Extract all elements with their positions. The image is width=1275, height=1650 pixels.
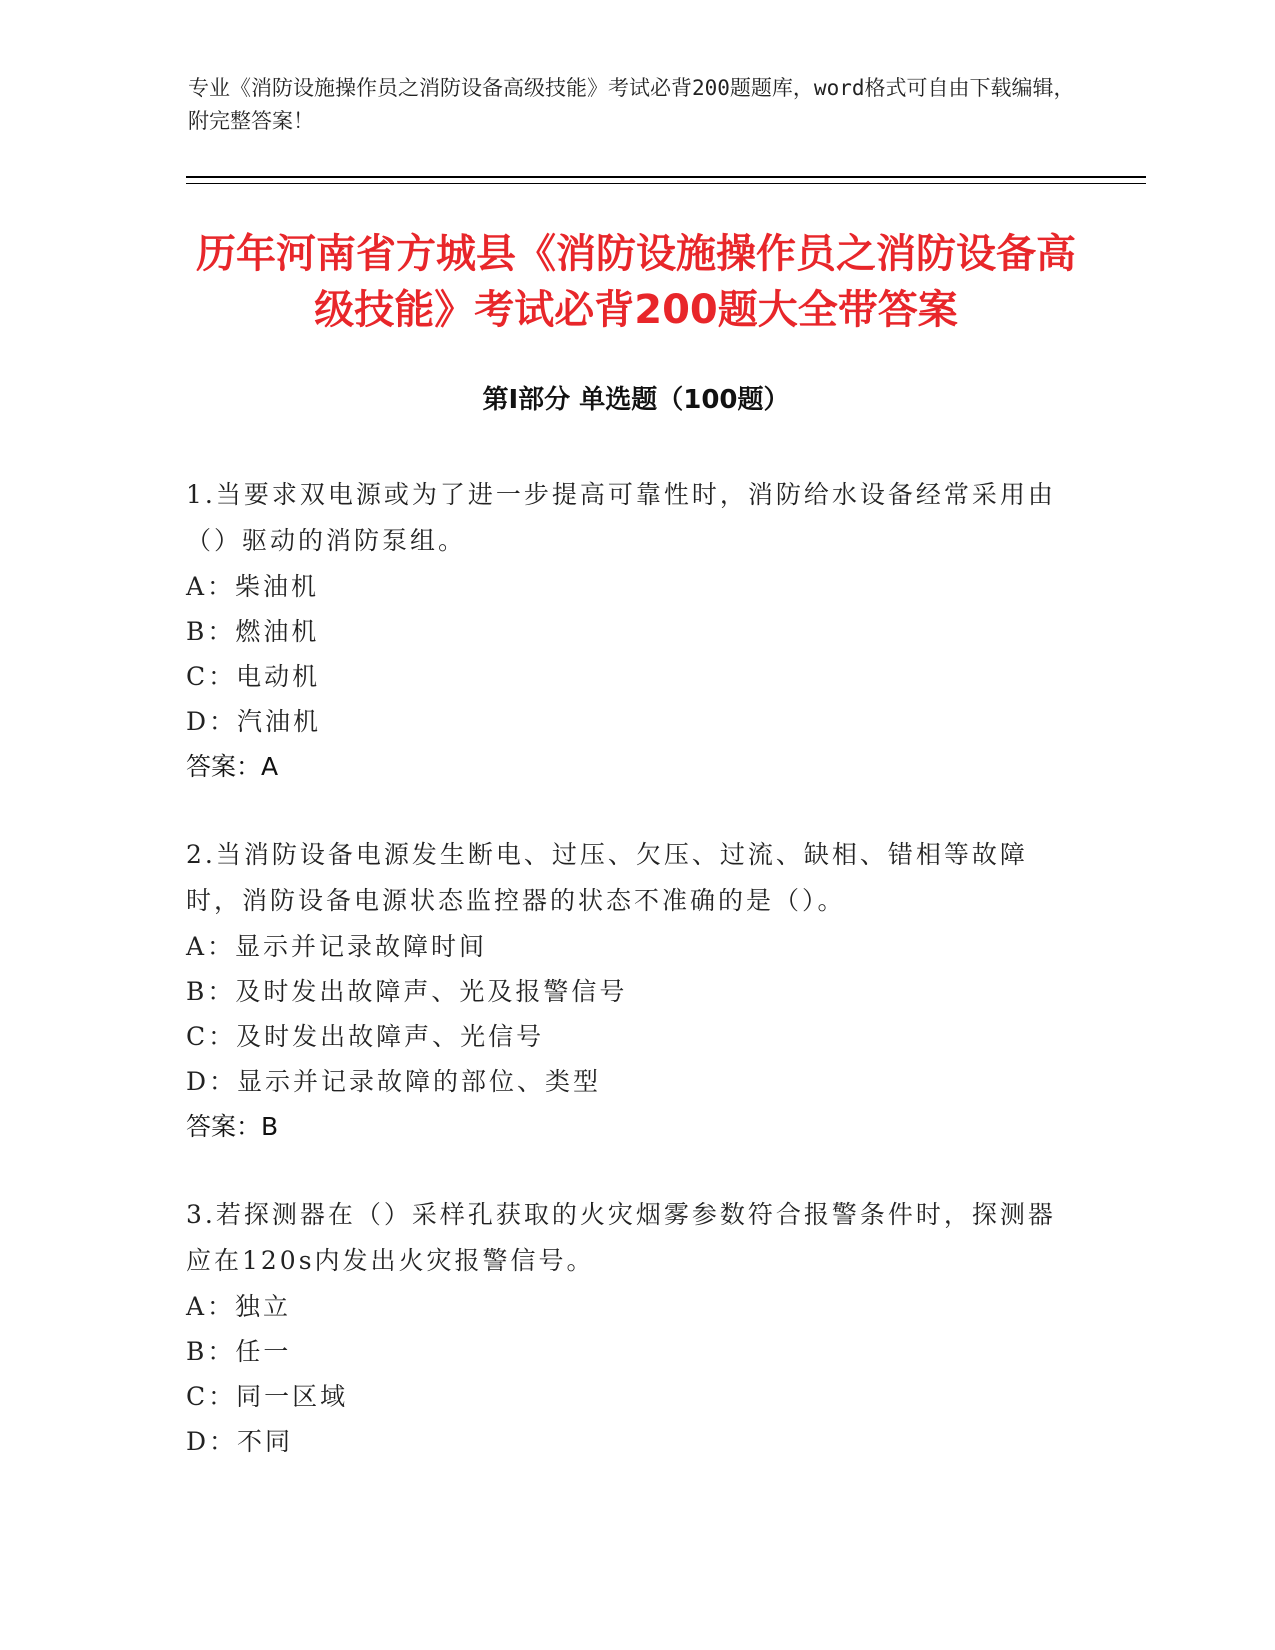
question-1 [186,472,1066,789]
question-2 [186,832,1066,1149]
document-title: 历年河南省方城县《消防设施操作员之消防设备高级技能》考试必背200题大全带答案 [196,231,1076,333]
question-stem: 2.当消防设备电源发生断电、过压、欠压、过流、缺相、错相等故障时，消防设备电源状态监控器的状态不准确的是（）。 [186,840,1028,915]
option-d: D：不同 [186,1427,294,1456]
option-a: A：柴油机 [186,572,320,601]
answer: 答案：A [186,752,279,781]
header-note: 专业《消防设施操作员之消防设备高级技能》考试必背200题题库，word格式可自由下载编辑，附完整答案！ [188,76,1075,133]
option-d: D：显示并记录故障的部位、类型 [186,1067,602,1096]
option-b: B：及时发出故障声、光及报警信号 [186,977,628,1006]
section-heading: 第Ⅰ部分 单选题（100题） [482,385,790,415]
question-stem: 3.若探测器在（）采样孔获取的火灾烟雾参数符合报警条件时，探测器应在120s内发出火灾报警信号。 [186,1200,1056,1275]
question-stem: 1.当要求双电源或为了进一步提高可靠性时，消防给水设备经常采用由（）驱动的消防泵组。 [186,480,1056,555]
option-a: A：显示并记录故障时间 [186,932,488,961]
option-d: D：汽油机 [186,707,322,736]
header-divider-thin [186,183,1146,184]
header-divider-thick [186,176,1146,178]
option-c: C：及时发出故障声、光信号 [186,1022,545,1051]
answer: 答案：B [186,1112,279,1141]
option-b: B：燃油机 [186,617,320,646]
option-c: C：同一区域 [186,1382,349,1411]
option-a: A：独立 [186,1292,292,1321]
question-3 [186,1192,1066,1464]
option-c: C：电动机 [186,662,321,691]
option-b: B：任一 [186,1337,292,1366]
